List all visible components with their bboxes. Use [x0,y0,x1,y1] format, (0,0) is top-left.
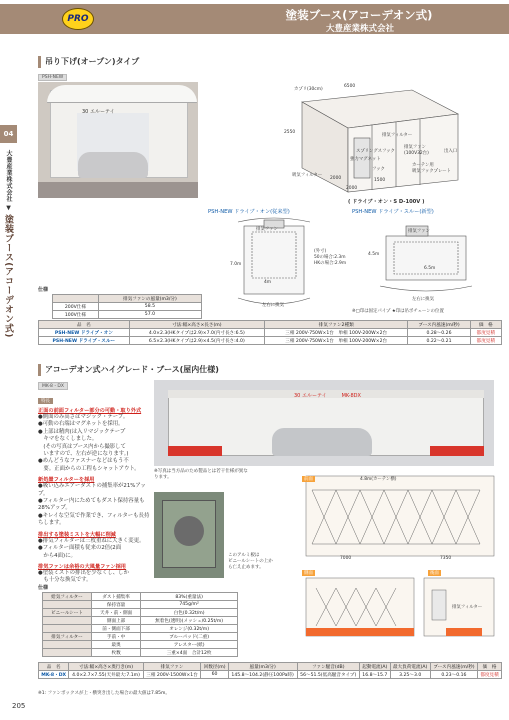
side-category: 塗装ブース(アコーデオン式) [3,214,13,338]
plan-legend: ※□印は固定パイプ ★印は吊ボチェーンの位置 [352,309,444,314]
table-cell: 三相 200V-750W×1台 単相 100V-200W×2台 [265,329,408,337]
feature-line: キマをなくしました。 [38,436,98,443]
spec-group [43,649,92,657]
chapter-number: 04 [0,125,17,143]
feature-line: ●めんどうなファスナーなどはもう不 [38,458,129,465]
col-header: 価 格 [470,321,501,329]
label-curtain-plate: 吸気フックプレート [412,169,452,174]
spec-group: 排気フィルター [43,633,92,641]
page-header [0,0,509,38]
table-row [43,633,238,641]
label-curtain: カーテン用 [412,163,434,168]
diagram-dim-curtain: 4.8m(カーテン横) [360,477,397,482]
col-header: ブース内風速(m/秒) [430,663,477,671]
spec-cell: 側面上部 [91,617,140,625]
photo-note: ※写真は当方品のため製品とは若干仕様が異なります。 [154,469,248,480]
table-cell: 6.5×2.3(HKタイプは2.9)×4.5(内寸長さ:4.0) [129,337,264,345]
col-header: 最大負荷電流(A) [390,663,430,671]
diagram-label-side: 側面 [304,571,313,576]
footnote: ※1: ファンボックスが上・横突き出した場合の最大値は7.85m。 [38,691,170,696]
feature-line: ●フィルター内にためてもダスト保持容量も28%アップ。 [38,498,145,512]
feature-line: ●可動の右端はマグネットを採用。 [38,421,124,428]
feature-line: ●吸い込みエアーダストの捕集率が21%アップ。 [38,483,146,497]
table-cell: 0.23〜0.16 [430,671,477,679]
spec-cell: 100V仕様 [53,311,99,319]
feature-line: も十分な換気です。 [38,577,92,584]
price-cell: 都度見積 [470,329,501,337]
spec-cell: 天井・前・側面 [91,609,140,617]
spec-table-open [52,294,202,319]
col-header: 排気ファン2種類 [265,321,408,329]
label-h2550: 2550 [284,130,296,135]
spec-cell: オレンジ(0.32t/m) [141,625,238,633]
table-row [53,311,202,319]
spec-cell: 745g/m² [141,601,238,609]
diagram-label-front: 前面 [304,477,313,482]
spec-cell: アレスター(紙) [141,641,238,649]
spec-header-blank [53,295,99,303]
plan-right-vent: 左右に換気 [412,297,434,302]
floor [38,182,198,198]
label-intake-filter: 吸気フィルター [292,173,323,178]
feature-line: (その写真はブース内から撮影して [38,443,126,450]
label-magnet: 強力マグネット [350,157,381,162]
plan-left-50: 50の場合:2.3m [314,255,346,260]
label-d2000: 2000 [330,176,342,181]
table-row [39,337,502,345]
brand-logo: PRO [62,8,94,30]
plan-left-length: 7.0m [230,262,242,267]
col-header: 品 名 [39,321,130,329]
table-row [43,601,238,609]
side-company: 大豊産業株式会社 ▼ [5,150,12,213]
table-row [43,641,238,649]
section-model-label: PSH-NEW [38,74,67,81]
section2-model-label: MK-8・DX [38,382,68,390]
product-name: PSH-NEW ドライブ・オン [39,329,130,337]
booth-sign-2: 30 エルーテイ MK-8DX [294,393,361,399]
spec-group [43,601,92,609]
booth-skirt-right [430,446,484,456]
plan-left-vent: 左右に換気 [262,303,284,308]
table-cell: 56〜51.5(低高騒音タイプ) [297,671,359,679]
feature-line: ●排気フィルターは三枚重ねに大きく変更。 [38,537,145,544]
car-silhouette-2 [272,428,372,456]
spec-group [43,617,92,625]
product-table-open [38,320,502,345]
col-header: 回数径(m) [201,663,228,671]
col-header: ブース内風速(m/秒) [408,321,470,329]
feature-tag: 特長 [38,398,53,404]
col-header: 価 格 [478,663,502,671]
table-cell: 145.8〜104.2(静圧100Pa時) [228,671,297,679]
spec-cell: 無着色(透明)(メッシュ/0.25t/m) [141,617,238,625]
table-row [43,609,238,617]
feature-line: 要。正面からの工程もシャットアウト。 [38,465,140,472]
label-spring-hook: スプリングスフック [356,149,395,154]
booth-photo-open [38,82,198,198]
col-header: 寸法:幅×高さ×奥行き(m) [69,663,143,671]
col-header: 排気ファン [143,663,201,671]
table-cell: 4.0×2.7×7.55(天井最大:7.1m) [69,671,143,679]
booth-roof [47,85,197,103]
car-silhouette [78,152,148,178]
col-header: 起動電流(A) [359,663,390,671]
model-caption: ( ドライブ・オン・S D-100V ) [348,199,425,205]
table-row [43,649,238,657]
feature-line: ●上部は精肉(は入リマジックテープ [38,428,126,435]
table-cell: 三相 200V-750W×1台 単相 100V-200W×2台 [265,337,408,345]
side-index [3,150,15,338]
feature-line: ●フィルター面積も従来の2倍(2面 [38,545,122,552]
label-fan: 排気ファン [404,145,426,150]
price-cell: 都度見積 [478,671,502,679]
label-w6500: 6500 [344,84,356,89]
spec-cell: 200V仕様 [53,303,99,311]
spec-group [43,641,92,649]
feature-line: ●側面のみ高さはマジック・テープ。 [38,414,129,420]
spec-header-airflow: 排気ファンの風量(m3/分) [98,295,201,303]
spec-cell: 枚数 [91,649,140,657]
col-header: ファン騒音(dB) [297,663,359,671]
accordion-frame-drawing [296,470,502,562]
plan-right-depth: 4.5m [368,252,380,257]
label-canopy: カプリ(30cm) [294,87,323,92]
table-cell: 三相 200V-1500W×1台 [143,671,201,679]
spec-cell: 83%(重量法) [141,593,238,601]
spec-cell: 最奥 [91,641,140,649]
table-row [43,625,238,633]
table-cell: 0.22〜0.21 [408,337,470,345]
company-name: 大豊産業株式会社 [325,24,394,34]
plan-right-caption: PSH-NEW ドライブ・スルー(新型) [352,209,434,215]
feature-list [38,404,150,585]
product-name: PSH-NEW ドライブ・スルー [39,337,130,345]
diagram-dim-exhaust: 排気フィルター [452,605,483,610]
section-title-high-grade: アコーデオン式ハイグレード・ブース(屋内仕様) [38,364,358,376]
page-title: 塗装ブース(アコーデオン式) [285,8,433,22]
col-header: 品 名 [39,663,69,671]
spec-cell: 57.0 [98,311,201,319]
table-cell: 4.0×2.3(HKタイプは2.9)×7.0(内寸長さ:6.5) [129,329,264,337]
spec-cell: 手前・中 [91,633,140,641]
product-table-high-grade [38,662,502,679]
feature-heading: 新処置フィルターを採用 [38,477,95,484]
spec-group: 給気フィルター [43,593,92,601]
product-name: MK-8・DX [39,671,69,679]
label-fan-spec: (100V32台) [404,151,429,156]
plan-left-hk: HKの場合:2.9m [314,261,347,266]
plan-right-fan: 排気ファン [408,229,430,234]
feature-heading: 排気ファンは余裕の大風量ファン採用 [38,563,126,570]
label-exhaust-filter: 排気フィルター [382,133,413,138]
booth-photo-high-grade [154,380,494,466]
label-hook: フック [372,167,385,172]
table-cell: 16.8〜15.7 [359,671,390,679]
diagram-label-rear: 後面 [430,571,439,576]
label-d2000b: 2000 [346,186,358,191]
spec-cell: 58.5 [98,303,201,311]
section-title-open-type: 吊り下げ(オープン)タイプ [38,56,318,68]
table-row [53,303,202,311]
booth-isometric-drawing [262,80,482,200]
feature-line: ●キレイな空気で作業でき、フィルターも長持ちします。 [38,512,150,527]
fan-icon [174,516,204,546]
feature-line: いますので、左右が逆になります。) [38,451,129,458]
plan-left-caption: PSH-NEW ドライブ・オン(従来型) [208,209,290,215]
page-number: 205 [12,702,26,710]
label-d1500: 1500 [374,178,386,183]
plan-left-outer: (外寸) [314,249,327,254]
table-row [43,617,238,625]
spec-cell: 三重×4面 合計12枚 [141,649,238,657]
label-outlet: 出入口 [444,149,458,154]
col-header: 風量(m3/分) [228,663,297,671]
price-cell: 都度見積 [470,337,501,345]
spec-cell: ブルーパッド(二重) [141,633,238,641]
feature-heading: 正面の前面フィルター部分の可動・取り外式 [38,408,142,414]
plan-right-width: 6.5m [424,266,436,271]
fan-photo [154,492,224,578]
col-header: 寸法:幅×高さ×長さ(m) [129,321,264,329]
spec-title-open: 仕様 [38,287,49,293]
spec-cell: 前・側面下部 [91,625,140,633]
spec-title-high-grade: 仕様 [38,585,49,591]
table-cell: 60 [201,671,228,679]
table-cell: 3.25〜3.0 [390,671,430,679]
table-row [43,593,238,601]
spec-table-high-grade [42,592,238,657]
fan-note: このアルミ板は ビニールシートの上か ら亡え止めます。 [228,553,273,570]
feature-line: から4面)に。 [38,552,76,559]
booth-skirt-left [168,446,222,456]
spec-cell: 保持容量 [91,601,140,609]
spec-cell: 白色(0.32t/m) [141,609,238,617]
table-row [39,329,502,337]
diagram-dim-7000: 7000 [340,556,352,561]
table-cell: 0.28〜0.26 [408,329,470,337]
diagram-dim-7350: 7350 [440,556,452,561]
booth-sign: 30 エルーテイ [82,109,115,115]
feature-line: ●塗装ミストの排出を少なくし、しか [38,569,129,576]
spec-group: ビニールシート [43,609,92,617]
spec-group [43,625,92,633]
table-row [39,671,502,679]
spec-cell: ダスト捕集率 [91,593,140,601]
feature-heading: 排出する塗装ミストを大幅に削減 [38,531,116,538]
plan-left-width: 4m [264,280,272,285]
plan-left-fan: 排気ファン [256,227,278,232]
